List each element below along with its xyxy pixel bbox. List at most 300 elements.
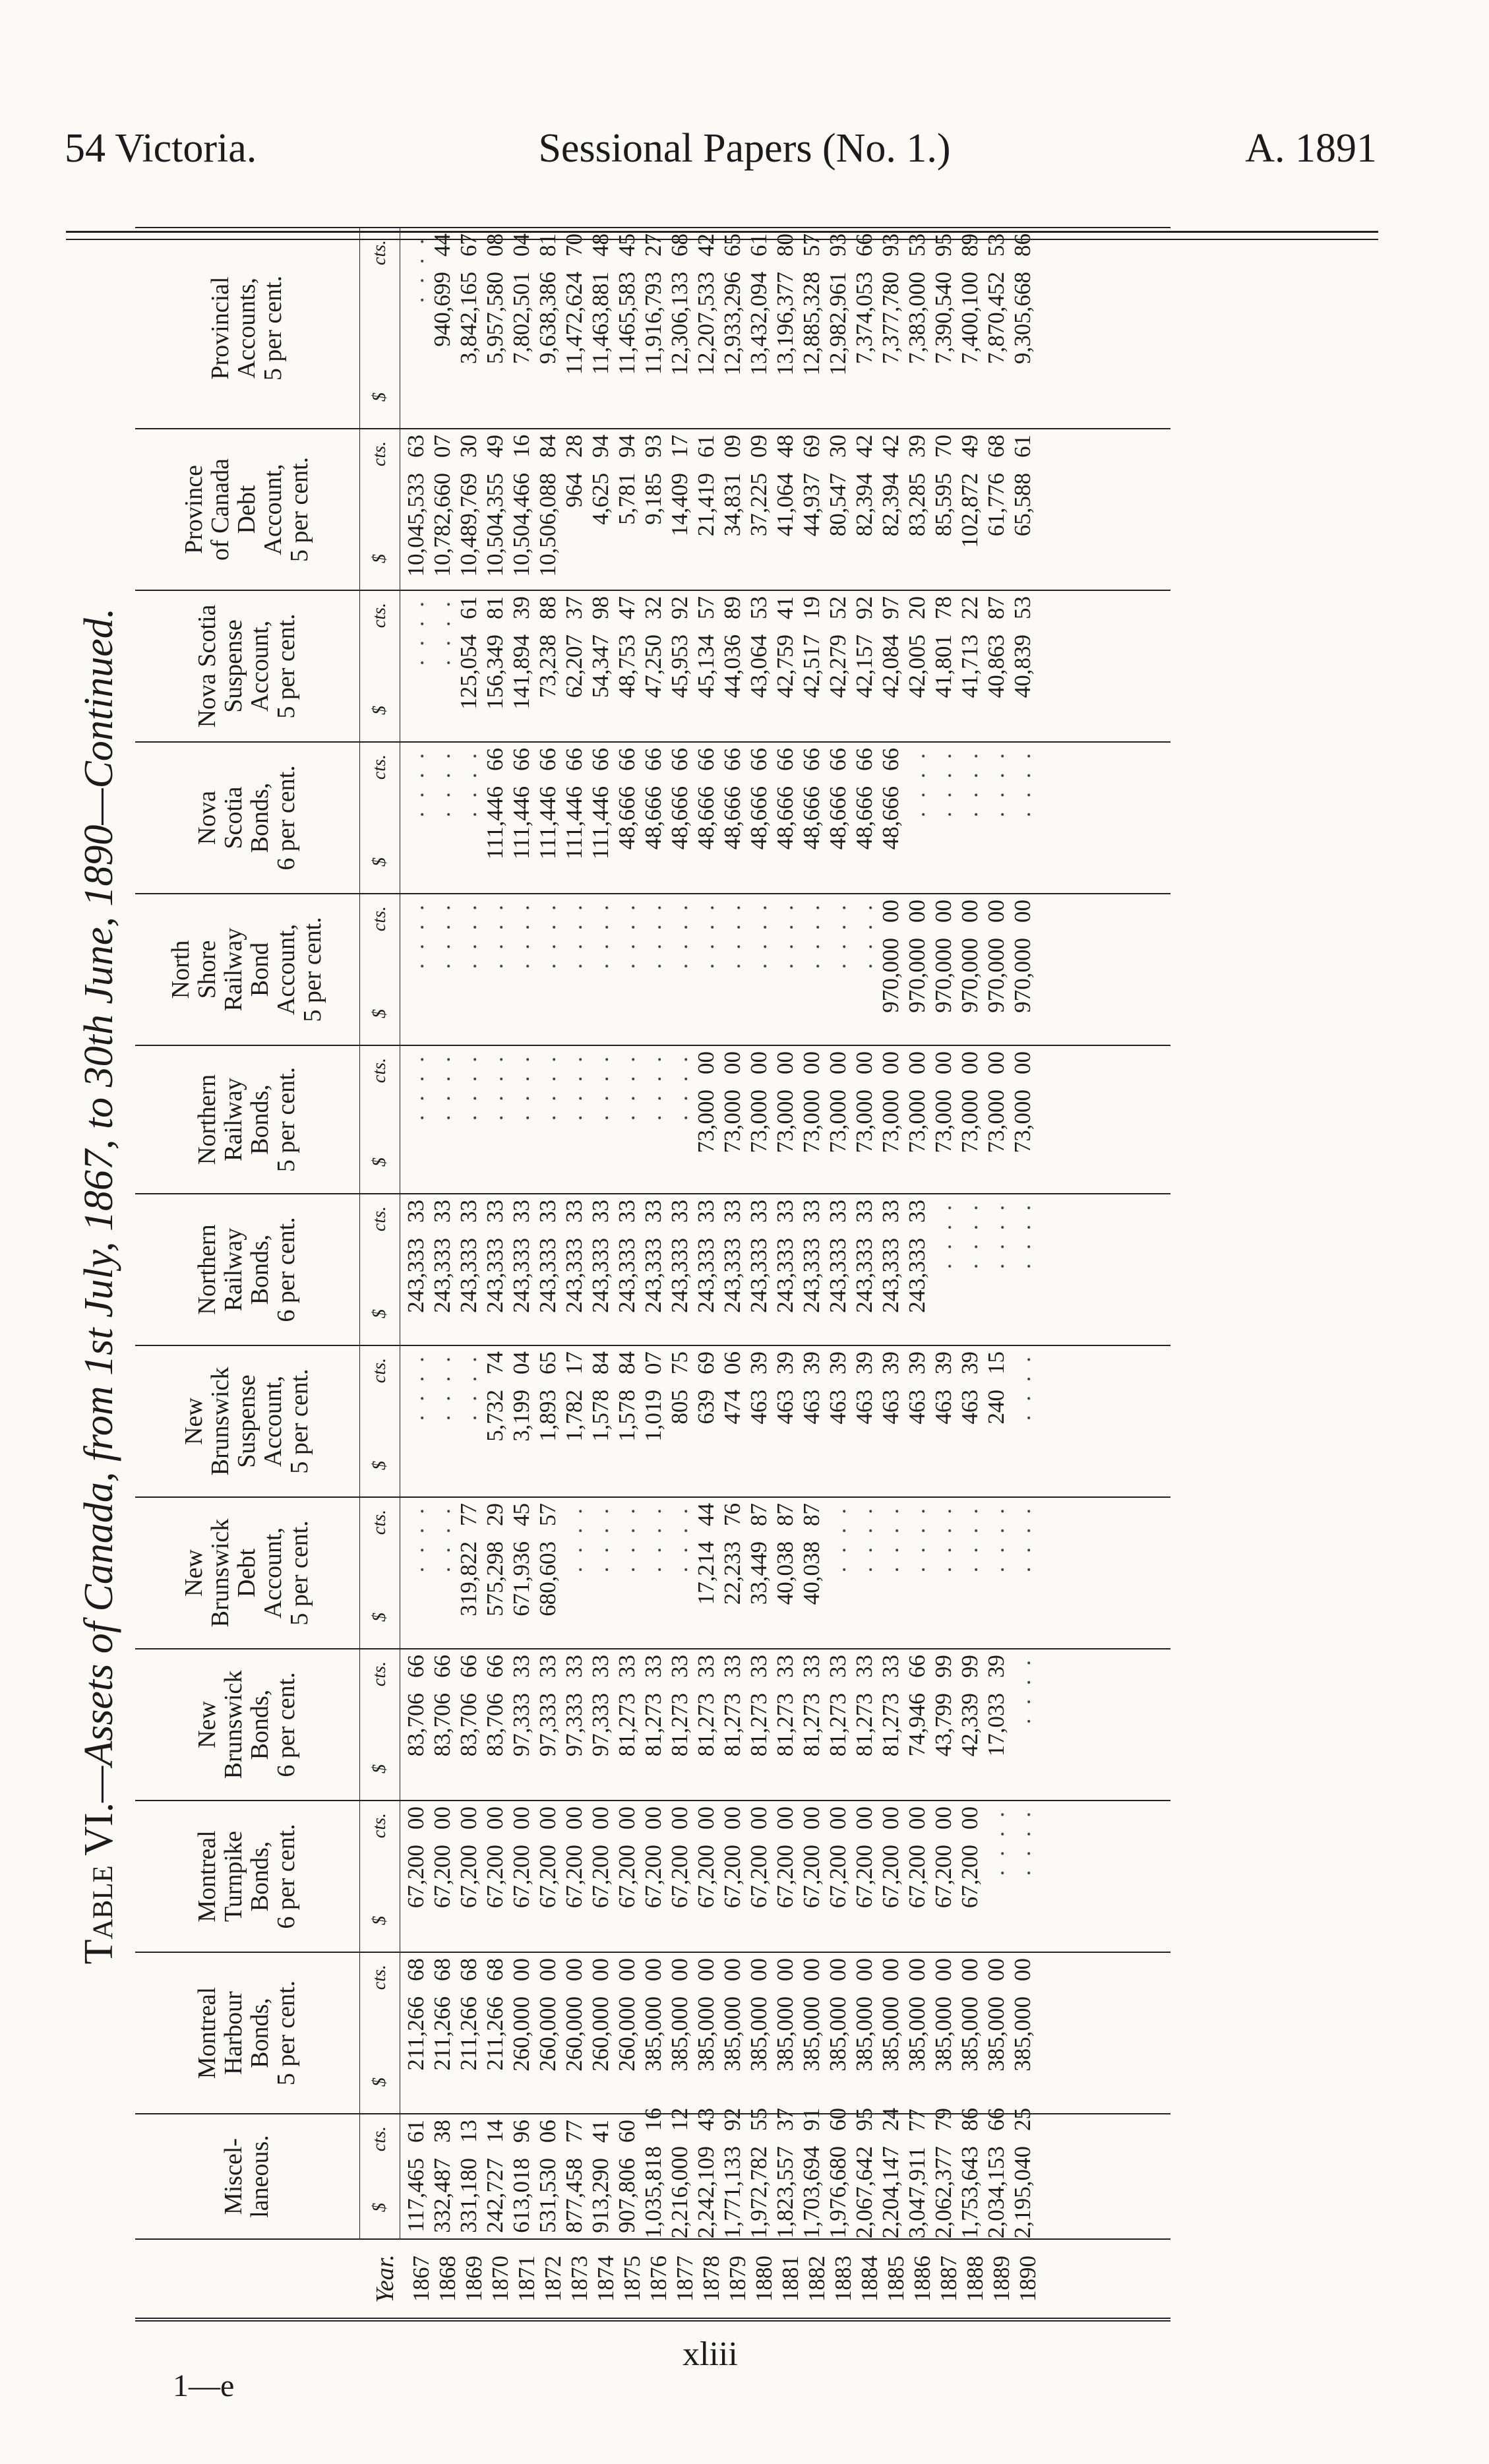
unit-cents: cts. (369, 1813, 390, 1839)
value-cell (456, 1801, 482, 1952)
cents-value: 66 (799, 748, 824, 771)
dollars-value: 2,204,147 (878, 2146, 903, 2238)
dollars-value: 11,465,583 (614, 272, 640, 375)
value-cell (825, 228, 851, 428)
value-cell (456, 429, 482, 590)
value-cell (904, 1953, 930, 2113)
dollars-value: 48,666 (878, 786, 903, 850)
dollars-value: 111,446 (561, 786, 587, 860)
dollars-value: 73,000 (693, 1090, 719, 1154)
leader-dots: . . . . (1010, 749, 1035, 818)
cents-value: 93 (878, 233, 903, 257)
cents-value: 97 (878, 596, 903, 619)
value-cell (693, 2108, 719, 2238)
cents-value: 00 (983, 1051, 1009, 1074)
cents-value: 24 (878, 2108, 903, 2131)
dollars-value: 243,333 (588, 1238, 613, 1313)
column-header: North Shore Railway Bond Account, 5 per cent. (167, 917, 326, 1022)
cents-value: 00 (614, 1958, 640, 1981)
cents-value: 33 (825, 1200, 851, 1223)
value-cell (482, 228, 508, 428)
dollars-value: 385,000 (930, 1996, 956, 2072)
dollars-value: 243,333 (851, 1238, 877, 1313)
dollars-value: 81,273 (772, 1693, 798, 1757)
value-cell (719, 1194, 746, 1345)
dollars-value: 9,305,668 (1010, 272, 1035, 364)
cents-value: 84 (614, 1351, 640, 1374)
dollars-value: 242,727 (482, 2158, 508, 2233)
leader-dots: . . . . (429, 1053, 455, 1121)
dollars-value: 54,347 (588, 634, 613, 698)
dollars-value: 243,333 (508, 1238, 534, 1313)
cents-value: 00 (930, 1806, 956, 1830)
value-cell (878, 591, 904, 741)
leader-dots: . . . . (825, 1504, 851, 1573)
value-cell (799, 743, 825, 893)
leader-dots: . . . . (640, 901, 666, 970)
unit-dollars: $ (369, 857, 390, 867)
leader-dots: . . . . (957, 749, 983, 818)
cents-value: 66 (456, 1655, 481, 1678)
cents-value: 87 (772, 1503, 798, 1526)
dollars-value: 83,706 (482, 1693, 508, 1757)
dollars-value: 243,333 (640, 1238, 666, 1313)
cents-value: 37 (561, 596, 587, 619)
dollars-value: 5,781 (614, 473, 640, 525)
dollars-value: 1,578 (588, 1390, 613, 1442)
cents-value: 33 (429, 1200, 455, 1223)
value-cell (746, 429, 772, 590)
leader-dots: . . . . (1010, 1353, 1035, 1421)
dollars-value: 243,333 (482, 1238, 508, 1313)
unit-row (359, 2114, 400, 2238)
dollars-value: 83,285 (904, 473, 930, 537)
year-cell: 1884 (857, 2256, 882, 2302)
dollars-value: 1,578 (614, 1390, 640, 1442)
dollars-value: 73,000 (799, 1090, 824, 1154)
leader-dots: . . . . (772, 901, 798, 970)
cents-value: 00 (667, 1958, 692, 1981)
cents-value: 13 (456, 2120, 481, 2143)
cents-value: 33 (799, 1200, 824, 1223)
value-cell (640, 1649, 667, 1800)
dollars-value: 21,419 (693, 473, 719, 537)
dollars-value: 13,432,094 (746, 272, 772, 376)
cents-value: 66 (851, 233, 877, 257)
leader-dots: . . . . (482, 901, 508, 970)
cents-value: 39 (851, 1351, 877, 1374)
dollars-value: 10,782,660 (429, 473, 455, 577)
dollars-value: 7,802,501 (508, 272, 534, 364)
cents-value: 33 (667, 1655, 692, 1678)
cents-value: 00 (1010, 1051, 1035, 1074)
value-cell (561, 1346, 588, 1496)
dollars-value: 4,625 (588, 473, 613, 525)
dollars-value: 7,400,100 (957, 272, 983, 364)
dollars-value: 48,666 (746, 786, 772, 850)
dollars-value: 970,000 (904, 938, 930, 1013)
cents-value: 68 (667, 233, 692, 257)
value-cell (561, 743, 588, 893)
value-cell (851, 1194, 878, 1345)
leader-dots: . . . . (851, 1504, 877, 1573)
dollars-value: 97,333 (508, 1693, 534, 1757)
column-header: New Brunswick Bonds, 6 per cent. (193, 1670, 300, 1779)
cents-value: 00 (851, 1958, 877, 1981)
dollars-value: 243,333 (719, 1238, 745, 1313)
value-cell (930, 2108, 957, 2238)
value-cell (772, 2108, 799, 2238)
cents-value: 00 (930, 1051, 956, 1074)
leader-dots: . . . . (878, 1504, 903, 1573)
dollars-value: 463 (772, 1390, 798, 1425)
cents-value: 33 (508, 1200, 534, 1223)
cents-value: 66 (667, 748, 692, 771)
value-cell (799, 1046, 825, 1193)
dollars-value: 48,666 (719, 786, 745, 850)
leader-dots: . . . . (588, 1053, 613, 1121)
year-cell: 1876 (646, 2256, 671, 2302)
value-cell (588, 228, 614, 428)
dollars-value: 613,018 (508, 2158, 534, 2233)
dollars-value: 12,207,533 (693, 272, 719, 376)
leader-dots: . . . . (957, 1504, 983, 1573)
leader-dots: . . . . (614, 901, 640, 970)
value-cell (772, 1801, 799, 1952)
unit-row (359, 1801, 400, 1952)
value-cell (983, 228, 1010, 428)
year-cell: 1873 (566, 2256, 592, 2302)
leader-dots: . . . . (1010, 1504, 1035, 1573)
dollars-value: 240 (983, 1390, 1009, 1425)
value-cell (588, 1649, 614, 1800)
cents-value: 92 (667, 596, 692, 619)
unit-row (359, 429, 400, 590)
cents-value: 00 (746, 1051, 772, 1074)
cents-value: 06 (535, 2120, 561, 2143)
cents-value: 00 (799, 1958, 824, 1981)
cents-value: 00 (1010, 900, 1035, 923)
dollars-value: 970,000 (1010, 938, 1035, 1013)
value-cell (693, 1498, 719, 1648)
dollars-value: 3,842,165 (456, 272, 481, 364)
dollars-value: 385,000 (772, 1996, 798, 2072)
dollars-value: 260,000 (588, 1996, 613, 2072)
column-header: New Brunswick Suspense Account, 5 per cent. (180, 1367, 313, 1476)
value-cell (508, 429, 535, 590)
cents-value: 00 (772, 1806, 798, 1830)
dollars-value: 243,333 (403, 1238, 429, 1313)
cents-value: 33 (535, 1200, 561, 1223)
cents-value: 00 (799, 1806, 824, 1830)
cents-value: 66 (746, 748, 772, 771)
value-cell (429, 2114, 456, 2238)
cents-value: 66 (983, 2108, 1009, 2131)
value-cell (799, 228, 825, 428)
cents-value: 99 (957, 1655, 983, 1678)
dollars-value: 7,377,780 (878, 272, 903, 364)
cents-value: 00 (640, 1806, 666, 1830)
cents-value: 80 (772, 233, 798, 257)
dollars-value: 67,200 (930, 1845, 956, 1909)
cents-value: 00 (957, 1806, 983, 1830)
dollars-value: 463 (799, 1390, 824, 1425)
dollars-value: 877,458 (561, 2158, 587, 2233)
value-cell (456, 591, 482, 741)
dollars-value: 81,273 (746, 1693, 772, 1757)
cents-value: 81 (482, 596, 508, 619)
cents-value: 17 (667, 435, 692, 458)
dollars-value: 67,200 (614, 1845, 640, 1909)
cents-value: 77 (561, 2120, 587, 2143)
dollars-value: 1,782 (561, 1390, 587, 1442)
value-cell (640, 591, 667, 741)
dollars-value: 48,666 (825, 786, 851, 850)
value-cell (640, 1801, 667, 1952)
cents-value: 00 (746, 1806, 772, 1830)
value-cell (508, 1194, 535, 1345)
value-cell (851, 743, 878, 893)
dollars-value: 243,333 (825, 1238, 851, 1313)
dollars-value: 102,872 (957, 473, 983, 548)
cents-value: 00 (719, 1958, 745, 1981)
cents-value: 33 (719, 1655, 745, 1678)
dollars-value: 67,200 (693, 1845, 719, 1909)
dollars-value: 385,000 (667, 1996, 692, 2072)
leader-dots: . . . . (1010, 1656, 1035, 1725)
dollars-value: 61,776 (983, 473, 1009, 537)
cents-value: 87 (799, 1503, 824, 1526)
leader-dots: . . . . (403, 1353, 429, 1421)
dollars-value: 67,200 (772, 1845, 798, 1909)
cents-value: 00 (772, 1051, 798, 1074)
value-cell (746, 1346, 772, 1496)
value-cell (482, 1801, 508, 1952)
cents-value: 77 (904, 2109, 930, 2132)
cents-value: 77 (456, 1503, 481, 1526)
cents-value: 42 (693, 233, 719, 257)
cents-value: 04 (508, 1351, 534, 1374)
value-cell (482, 1953, 508, 2113)
value-cell (930, 591, 957, 741)
value-cell (456, 2114, 482, 2238)
value-cell (957, 228, 983, 428)
value-cell (772, 1953, 799, 2113)
value-cell (614, 1953, 640, 2113)
cents-value: 00 (1010, 1958, 1035, 1981)
cents-value: 28 (561, 435, 587, 458)
cents-value: 00 (878, 1958, 903, 1981)
dollars-value: 67,200 (482, 1845, 508, 1909)
year-cell: 1867 (408, 2256, 434, 2302)
dollars-value: 81,273 (667, 1693, 692, 1757)
cents-value: 00 (693, 1806, 719, 1830)
dollars-value: 385,000 (957, 1996, 983, 2072)
value-cell (772, 228, 799, 428)
value-cell (719, 429, 746, 590)
leader-dots: . . . . (904, 1504, 930, 1573)
dollars-value: 7,390,540 (930, 272, 956, 364)
dollars-value: 463 (930, 1390, 956, 1425)
cents-value: 29 (482, 1503, 508, 1526)
leader-dots: . . . . (403, 235, 429, 303)
value-cell (640, 1346, 667, 1496)
dollars-value: 9,185 (640, 473, 666, 525)
cents-value: 66 (772, 748, 798, 771)
value-cell (851, 228, 878, 428)
cents-value: 39 (957, 1351, 983, 1374)
cents-value: 00 (588, 1806, 613, 1830)
value-cell (508, 2114, 535, 2238)
cents-value: 39 (799, 1351, 824, 1374)
cents-value: 00 (904, 1958, 930, 1981)
leader-dots: . . . . (983, 749, 1009, 818)
value-cell (904, 429, 930, 590)
leader-dots: . . . . (561, 901, 587, 970)
value-cell (825, 591, 851, 741)
cents-value: 15 (983, 1351, 1009, 1374)
dollars-value: 41,801 (930, 634, 956, 698)
value-cell (429, 1801, 456, 1952)
cents-value: 16 (640, 2108, 666, 2131)
cents-value: 00 (825, 1806, 851, 1830)
dollars-value: 81,273 (719, 1693, 745, 1757)
dollars-value: 40,038 (772, 1541, 798, 1605)
dollars-value: 680,603 (535, 1541, 561, 1617)
value-cell (878, 1801, 904, 1952)
value-cell (878, 429, 904, 590)
dollars-value: 10,504,355 (482, 473, 508, 577)
unit-cents: cts. (369, 755, 390, 780)
value-cell (772, 1498, 799, 1648)
dollars-value: 671,936 (508, 1541, 534, 1617)
dollars-value: 385,000 (799, 1996, 824, 2072)
cents-value: 38 (429, 2120, 455, 2143)
value-cell (561, 591, 588, 741)
column-header: Provincial Accounts, 5 per cent. (206, 275, 287, 381)
value-cell (772, 1194, 799, 1345)
dollars-value: 42,157 (851, 634, 877, 698)
dollars-value: 385,000 (640, 1996, 666, 2072)
cents-value: 33 (693, 1200, 719, 1223)
leader-dots: . . . . (719, 901, 745, 970)
cents-value: 00 (983, 1958, 1009, 1981)
leader-dots: . . . . (429, 901, 455, 970)
header-session: 54 Victoria. (65, 126, 257, 171)
cents-value: 61 (456, 596, 481, 619)
dollars-value: 463 (825, 1390, 851, 1425)
unit-cents: cts. (369, 2126, 390, 2152)
dollars-value: 67,200 (429, 1845, 455, 1909)
dollars-value: 82,394 (878, 473, 903, 537)
cents-value: 00 (693, 1958, 719, 1981)
value-cell (640, 2108, 667, 2238)
value-cell (772, 429, 799, 590)
value-cell (1010, 1046, 1036, 1193)
year-cell: 1885 (883, 2256, 909, 2302)
value-cell (825, 2108, 851, 2238)
value-cell (693, 591, 719, 741)
dollars-value: 42,339 (957, 1693, 983, 1757)
unit-cents: cts. (369, 1510, 390, 1535)
cents-value: 33 (614, 1200, 640, 1223)
dollars-value: 111,446 (508, 786, 534, 860)
cents-value: 48 (588, 233, 613, 257)
value-cell (508, 1346, 535, 1496)
dollars-value: 83,706 (403, 1693, 429, 1757)
unit-cents: cts. (369, 1206, 390, 1232)
cents-value: 68 (983, 435, 1009, 458)
cents-value: 94 (588, 435, 613, 458)
value-cell (799, 1801, 825, 1952)
cents-value: 33 (640, 1655, 666, 1678)
value-cell (772, 743, 799, 893)
dollars-value: 10,504,466 (508, 473, 534, 577)
dollars-value: 5,732 (482, 1390, 508, 1442)
value-cell (693, 1801, 719, 1952)
dollars-value: 805 (667, 1390, 692, 1425)
dollars-value: 243,333 (772, 1238, 798, 1313)
value-cell (746, 591, 772, 741)
value-cell (482, 429, 508, 590)
cents-value: 00 (957, 900, 983, 923)
data-column (135, 893, 1170, 1045)
leader-dots: . . . . (640, 1053, 666, 1121)
value-cell (746, 1649, 772, 1800)
header-title: Sessional Papers (No. 1.) (538, 126, 951, 171)
value-cell (746, 228, 772, 428)
dollars-value: 67,200 (403, 1845, 429, 1909)
value-cell (482, 743, 508, 893)
dollars-value: 7,870,452 (983, 272, 1009, 364)
value-cell (429, 429, 456, 590)
column-header: Nova Scotia Suspense Account, 5 per cent. (193, 604, 300, 728)
unit-dollars: $ (369, 1461, 390, 1470)
value-cell (983, 1649, 1010, 1800)
cents-value: 00 (878, 1806, 903, 1830)
cents-value: 00 (588, 1958, 613, 1981)
value-cell (693, 1194, 719, 1345)
leader-dots: . . . . (588, 1504, 613, 1573)
unit-row (359, 591, 400, 741)
cents-value: 42 (851, 435, 877, 458)
unit-cents: cts. (369, 441, 390, 467)
column-header: Northern Railway Bonds, 5 per cent. (193, 1066, 300, 1173)
dollars-value: 67,200 (957, 1845, 983, 1909)
value-cell (403, 1649, 429, 1800)
cents-value: 89 (957, 233, 983, 257)
dollars-value: 331,180 (456, 2158, 481, 2233)
value-cell (851, 2108, 878, 2238)
value-cell (746, 2108, 772, 2238)
dollars-value: 67,200 (640, 1845, 666, 1909)
value-cell (614, 1194, 640, 1345)
value-cell (482, 1194, 508, 1345)
printer-signature: 1—e (173, 2368, 235, 2403)
dollars-value: 970,000 (957, 938, 983, 1013)
cents-value: 39 (746, 1351, 772, 1374)
cents-value: 66 (719, 748, 745, 771)
cents-value: 66 (878, 748, 903, 771)
value-cell (719, 228, 746, 428)
dollars-value: 211,266 (456, 1996, 481, 2071)
cents-value: 20 (904, 596, 930, 619)
value-cell (508, 1498, 535, 1648)
cents-value: 00 (614, 1806, 640, 1830)
cents-value: 66 (614, 748, 640, 771)
dollars-value: 81,273 (878, 1693, 903, 1757)
value-cell (719, 1046, 746, 1193)
